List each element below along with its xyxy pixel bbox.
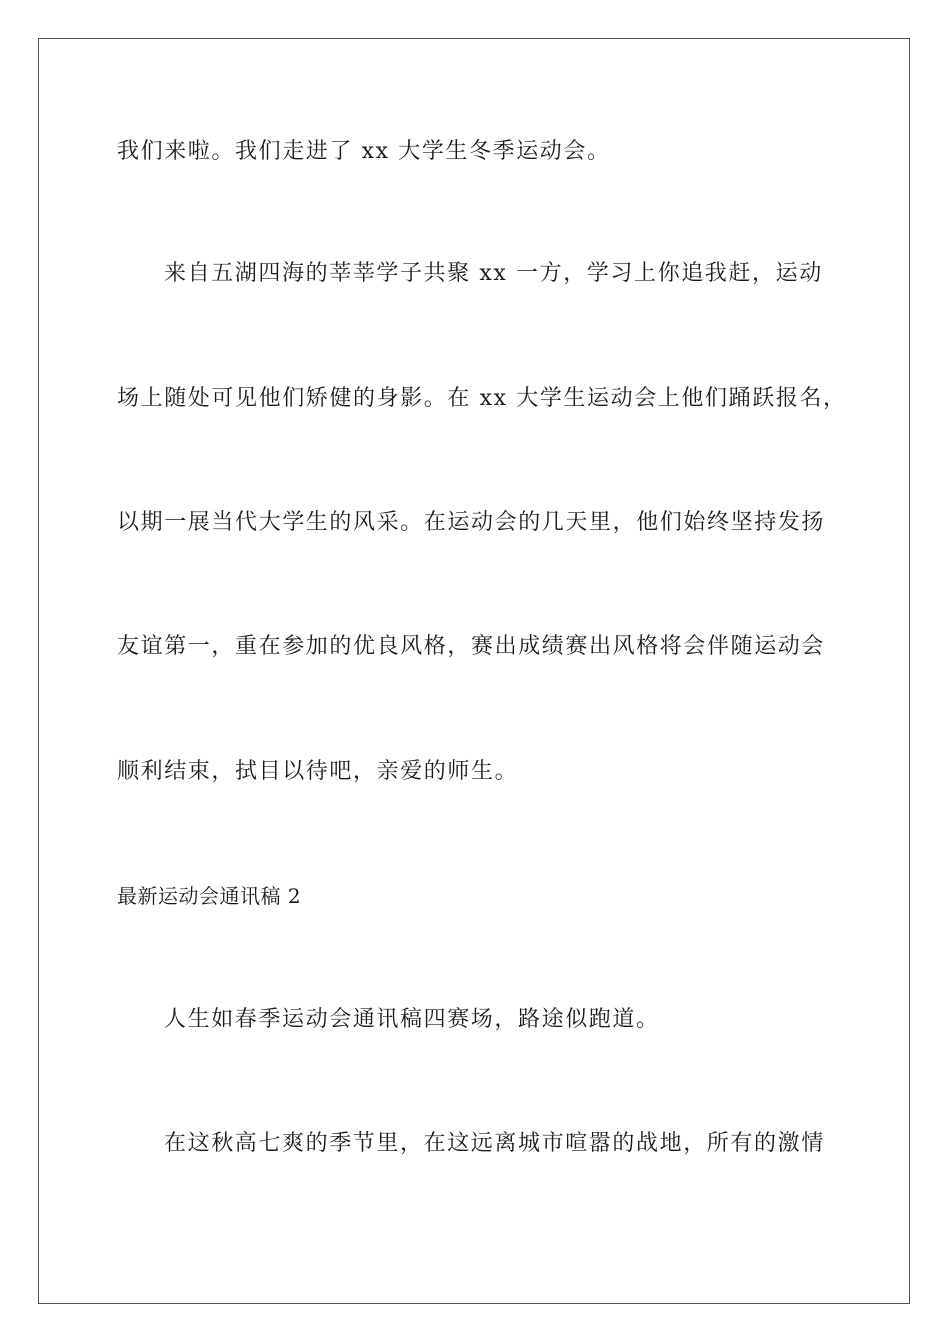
paragraph-line-5: 友谊第一，重在参加的优良风格，赛出成绩赛出风格将会伴随运动会 [117,634,826,659]
page-border [38,38,910,1304]
paragraph-line-2: 来自五湖四海的莘莘学子共聚 xx 一方，学习上你追我赶，运动 [164,261,823,286]
paragraph-line-3: 场上随处可见他们矫健的身影。在 xx 大学生运动会上他们踊跃报名， [117,386,847,411]
section-heading: 最新运动会通讯稿 2 [117,884,302,908]
paragraph-line-7: 人生如春季运动会通讯稿四赛场，路途似跑道。 [164,1007,660,1032]
paragraph-line-8: 在这秋高七爽的季节里，在这远离城市喧嚣的战地，所有的激情 [164,1131,825,1156]
paragraph-line-4: 以期一展当代大学生的风采。在运动会的几天里，他们始终坚持发扬 [117,510,826,535]
paragraph-line-6: 顺利结束，拭目以待吧，亲爱的师生。 [117,759,519,784]
paragraph-line-1: 我们来啦。我们走进了 xx 大学生冬季运动会。 [117,139,611,164]
